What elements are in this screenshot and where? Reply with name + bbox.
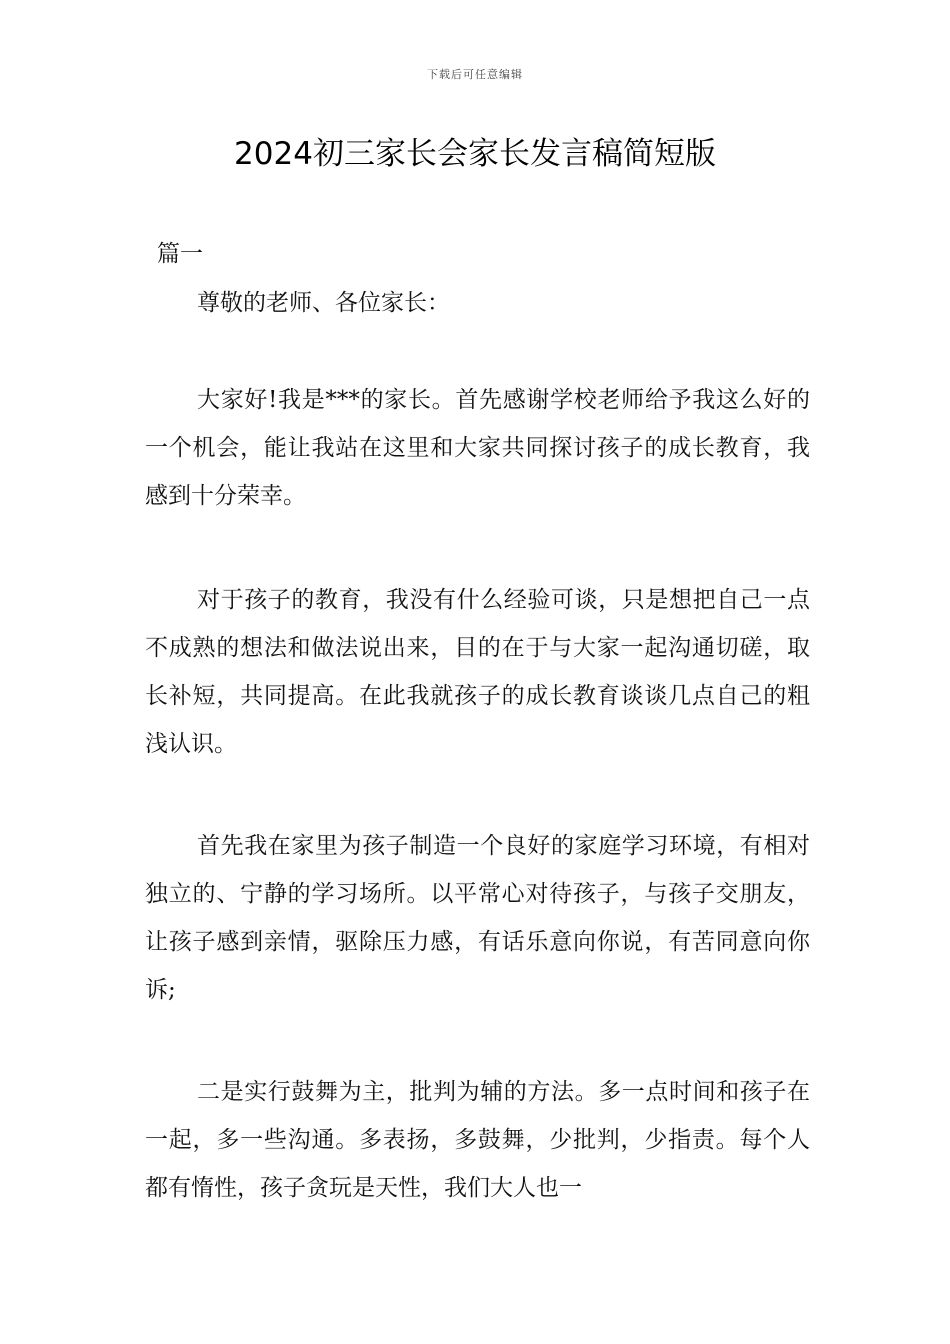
body-paragraph: 二是实行鼓舞为主，批判为辅的方法。多一点时间和孩子在一起，多一些沟通。多表扬，多鼓舞，少批判，少指责。每个人都有惰性，孩子贪玩是天性，我们大人也一: [145, 1079, 810, 1201]
body-paragraph: 大家好!我是***的家长。首先感谢学校老师给予我这么好的一个机会，能让我站在这里和大家共同探讨孩子的成长教育，我感到十分荣幸。: [145, 387, 810, 509]
body-paragraph: 首先我在家里为孩子制造一个良好的家庭学习环境，有相对独立的、宁静的学习场所。以平常心对待孩子，与孩子交朋友，让孩子感到亲情，驱除压力感，有话乐意向你说，有苦同意向你诉;: [145, 833, 810, 1003]
header-note: 下载后可任意编辑: [427, 68, 523, 81]
greeting-paragraph: 尊敬的老师、各位家长：: [197, 290, 450, 316]
document-title: 2024初三家长会家长发言稿简短版: [234, 136, 716, 172]
body-paragraph: 对于孩子的教育，我没有什么经验可谈，只是想把自己一点不成熟的想法和做法说出来，目的在于与大家一起沟通切磋，取长补短，共同提高。在此我就孩子的成长教育谈谈几点自己的粗浅认识。: [145, 587, 810, 757]
section-label: 篇一: [157, 241, 203, 267]
